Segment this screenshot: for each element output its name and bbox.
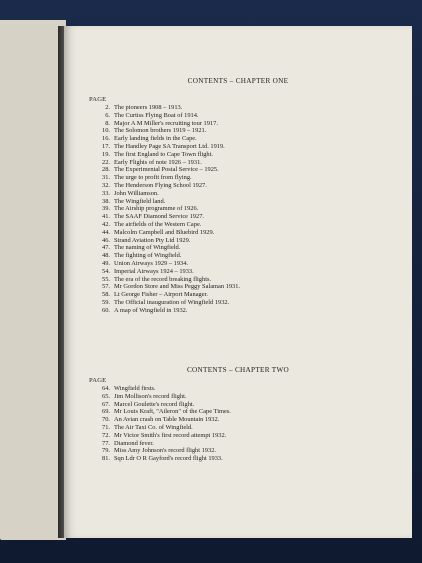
entry-title: The Air Taxi Co. of Wingfield. [114,423,193,431]
contents-entry [94,385,231,393]
contents-entry [94,213,240,221]
entry-page-number: 77. [102,439,110,447]
entry-page-number: 49. [102,259,110,267]
chapter-one-page-label: PAGE [89,96,107,103]
entry-page-number: 60. [102,306,110,314]
contents-entry [94,416,231,424]
contents-entry [94,268,240,276]
chapter-two-heading: CONTENTS – CHAPTER TWO [186,366,290,374]
entry-title: Miss Amy Johnson's record flight 1932. [114,447,216,455]
contents-entry [94,237,240,245]
entry-page-number: 22. [102,158,110,166]
entry-page-number: 58. [102,291,110,299]
entry-page-number: 42. [102,220,110,228]
left-page-edge [0,20,66,540]
entry-title: The Curtiss Flying Boat of 1914. [114,111,199,119]
entry-page-number: 71. [102,423,110,431]
entry-title: The pioneers 1908 – 1913. [114,104,183,111]
entry-page-number: 6. [105,111,110,119]
contents-entry [94,174,240,182]
contents-entry [94,221,240,229]
entry-page-number: 16. [102,135,110,143]
contents-entry [94,159,240,167]
entry-title: Sqn Ldr O R Gayford's record flight 1933. [114,455,223,463]
entry-page-number: 2. [105,104,110,111]
entry-page-number: 48. [102,252,110,260]
entry-title: The Airship programme of 1926. [114,205,199,213]
entry-page-number: 79. [102,447,110,455]
entry-page-number: 57. [102,283,110,291]
entry-page-number: 67. [102,400,110,408]
entry-title: The Wingfield land. [114,197,166,205]
entry-title: The era of the record breaking flights. [114,275,212,283]
entry-title: The naming of Wingfield. [114,244,181,252]
contents-entry [94,120,240,128]
entry-page-number: 8. [105,119,110,127]
entry-title: Wingfield firsts. [114,385,156,392]
chapter-one-heading: CONTENTS – CHAPTER ONE [187,77,289,85]
entry-title: The Solomon brothers 1919 – 1921. [114,127,207,135]
entry-title: Marcel Goulette's record flight. [114,400,195,408]
entry-page-number: 10. [102,127,110,135]
contents-entry [94,276,240,284]
entry-page-number: 81. [102,455,110,463]
entry-page-number: 39. [102,205,110,213]
entry-page-number: 28. [102,166,110,174]
entry-page-number: 33. [102,189,110,197]
entry-page-number: 59. [102,298,110,306]
entry-title: Diamond fever. [114,439,154,447]
contents-entry [94,190,240,198]
contents-entry [94,135,240,143]
entry-page-number: 44. [102,228,110,236]
contents-entry [94,244,240,252]
contents-entry [94,455,231,463]
entry-page-number: 72. [102,431,110,439]
contents-entry [94,432,231,440]
contents-entry [94,424,231,432]
entry-title: John Williamson. [114,189,159,197]
contents-entry [94,252,240,260]
entry-title: The Henderson Flying School 1927. [114,181,207,189]
contents-entry [94,182,240,190]
chapter-two-contents-list [94,385,231,463]
contents-entry [94,127,240,135]
contents-entry [94,307,240,315]
entry-page-number: 54. [102,267,110,275]
contents-entry [94,198,240,206]
entry-title: Malcolm Campbell and Bluebird 1929. [114,228,215,236]
entry-page-number: 46. [102,236,110,244]
entry-page-number: 19. [102,150,110,158]
chapter-two-page-label: PAGE [89,377,107,384]
contents-entry [94,260,240,268]
contents-entry [94,143,240,151]
contents-entry [94,393,231,401]
entry-title: Mr Victor Smith's first record attempt 1932. [114,431,227,439]
entry-title: Mr Louis Kraft, "Aileron" of the Cape Times. [114,408,231,416]
entry-page-number: 41. [102,213,110,221]
entry-title: The Handley Page SA Transport Ltd. 1919. [114,142,225,150]
contents-entry [94,112,240,120]
entry-page-number: 55. [102,275,110,283]
entry-page-number: 17. [102,142,110,150]
entry-page-number: 47. [102,244,110,252]
contents-entry [94,166,240,174]
contents-entry [94,299,240,307]
entry-title: An Avian crash on Table Mountain 1932. [114,416,220,424]
entry-title: A map of Wingfield in 1932. [114,306,188,314]
entry-page-number: 64. [102,385,110,392]
entry-page-number: 31. [102,174,110,182]
entry-page-number: 38. [102,197,110,205]
contents-entry [94,401,231,409]
entry-title: The fighting of Wingfield. [114,252,182,260]
entry-title: The airfields of the Western Cape. [114,220,202,228]
entry-title: The Official inauguration of Wingfield 1932. [114,298,230,306]
entry-title: Early landing fields in the Cape. [114,135,197,143]
contents-entry [94,151,240,159]
contents-entry [94,440,231,448]
entry-page-number: 69. [102,408,110,416]
entry-title: The SAAF Diamond Service 1927. [114,213,204,221]
contents-entry [94,104,240,112]
contents-entry [94,447,231,455]
entry-title: The first England to Cape Town flight. [114,150,214,158]
entry-page-number: 32. [102,181,110,189]
entry-title: Mr Gordon Store and Miss Peggy Salaman 1931. [114,283,241,291]
entry-page-number: 65. [102,392,110,400]
chapter-one-contents-list [94,104,240,315]
contents-entry [94,408,231,416]
entry-title: Jim Mollison's record flight. [114,392,187,400]
entry-title: The urge to profit from flying. [114,174,192,182]
entry-title: Lt George Fisher – Airport Manager. [114,291,208,299]
entry-title: The Experimental Postal Service – 1925. [114,166,219,174]
entry-title: Early Flights of note 1926 – 1931. [114,158,202,166]
entry-title: Union Airways 1929 – 1934. [114,259,189,267]
contents-page [64,26,412,538]
contents-entry [94,283,240,291]
contents-entry [94,229,240,237]
entry-title: Imperial Airways 1924 – 1933. [114,267,194,275]
entry-title: Strand Aviation Pty Ltd 1929. [114,236,191,244]
entry-title: Major A M Miller's recruiting tour 1917. [114,119,218,127]
entry-page-number: 70. [102,416,110,424]
contents-entry [94,205,240,213]
contents-entry [94,291,240,299]
